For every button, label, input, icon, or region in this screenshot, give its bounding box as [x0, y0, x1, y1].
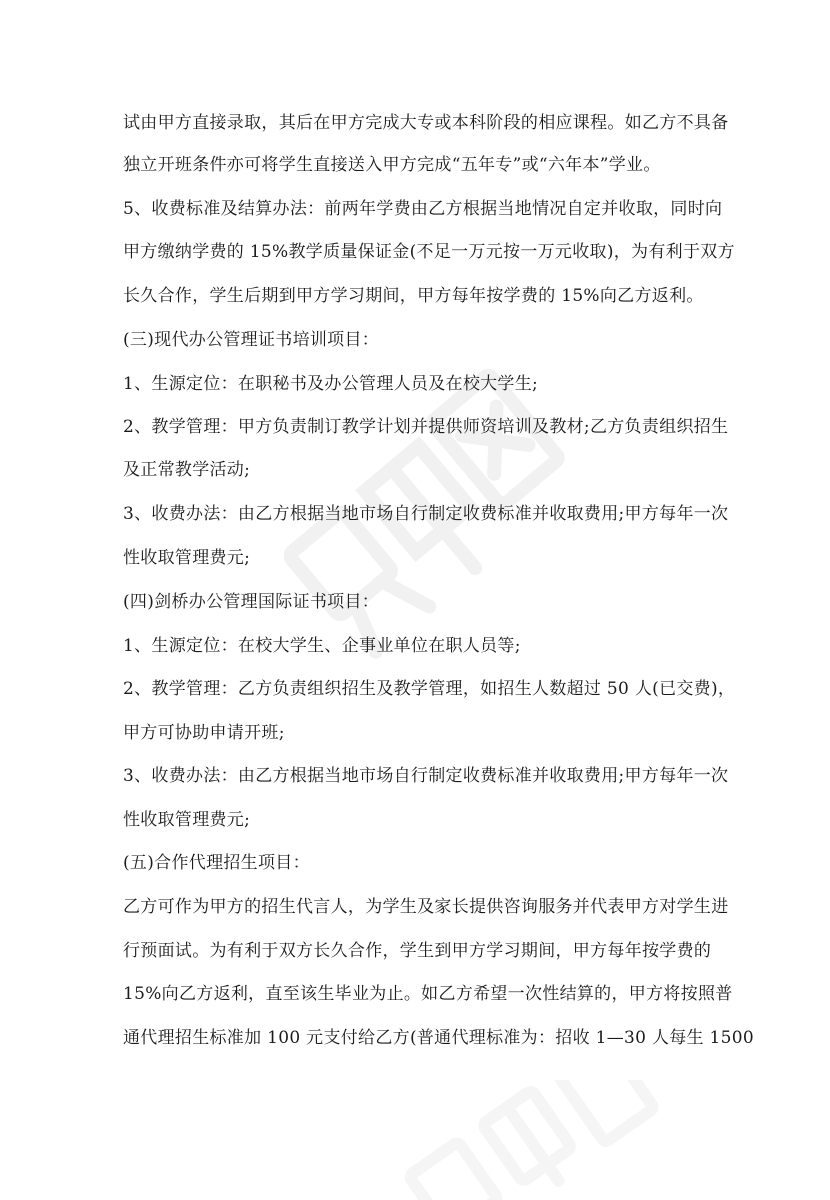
- text-line: 通代理招生标准加 100 元支付给乙方(普通代理标准为：招收 1—30 人每生 1500: [123, 1028, 755, 1048]
- section-heading: (四)剑桥办公管理国际证书项目：: [123, 592, 380, 612]
- text-line: 15%向乙方返利，直至该生毕业为止。如乙方希望一次性结算的，甲方将按照普: [123, 984, 733, 1004]
- text-line: 性收取管理费元;: [123, 810, 251, 830]
- text-line: 1、生源定位：在校大学生、企事业单位在职人员等;: [123, 636, 521, 656]
- text-line: 甲方缴纳学费的 15%教学质量保证金(不足一万元按一万元收取)，为有利于双方: [123, 242, 735, 262]
- text-line: 独立开班条件亦可将学生直接送入甲方完成“五年专”或“六年本”学业。: [123, 155, 661, 175]
- text-line: 2、教学管理：甲方负责制订教学计划并提供师资培训及教材;乙方负责组织招生: [123, 417, 729, 437]
- text-line: 试由甲方直接录取，其后在甲方完成大专或本科阶段的相应课程。如乙方不具备: [123, 113, 729, 133]
- section-heading: (三)现代办公管理证书培训项目：: [123, 330, 380, 350]
- section-heading: (五)合作代理招生项目：: [123, 853, 310, 873]
- text-line: 及正常教学活动;: [123, 460, 251, 480]
- text-line: 甲方可协助申请开班;: [123, 723, 285, 743]
- text-line: 乙方可作为甲方的招生代言人，为学生及家长提供咨询服务并代表甲方对学生进: [123, 897, 729, 917]
- text-line: 长久合作，学生后期到甲方学习期间，甲方每年按学费的 15%向乙方返利。: [123, 286, 704, 306]
- text-line: 3、收费办法：由乙方根据当地市场自行制定收费标准并收取费用;甲方每年一次: [123, 504, 729, 524]
- text-line: 性收取管理费元;: [123, 548, 251, 568]
- text-line: 1、生源定位：在职秘书及办公管理人员及在校大学生;: [123, 374, 539, 394]
- watermark-icon: [390, 1080, 670, 1200]
- text-line: 行预面试。为有利于双方长久合作，学生到甲方学习期间，甲方每年按学费的: [123, 941, 712, 961]
- text-line: 5、收费标准及结算办法：前两年学费由乙方根据当地情况自定并收取，同时向: [123, 199, 723, 219]
- text-line: 2、教学管理：乙方负责组织招生及教学管理，如招生人数超过 50 人(已交费)，: [123, 679, 736, 699]
- text-line: 3、收费办法：由乙方根据当地市场自行制定收费标准并收取费用;甲方每年一次: [123, 766, 729, 786]
